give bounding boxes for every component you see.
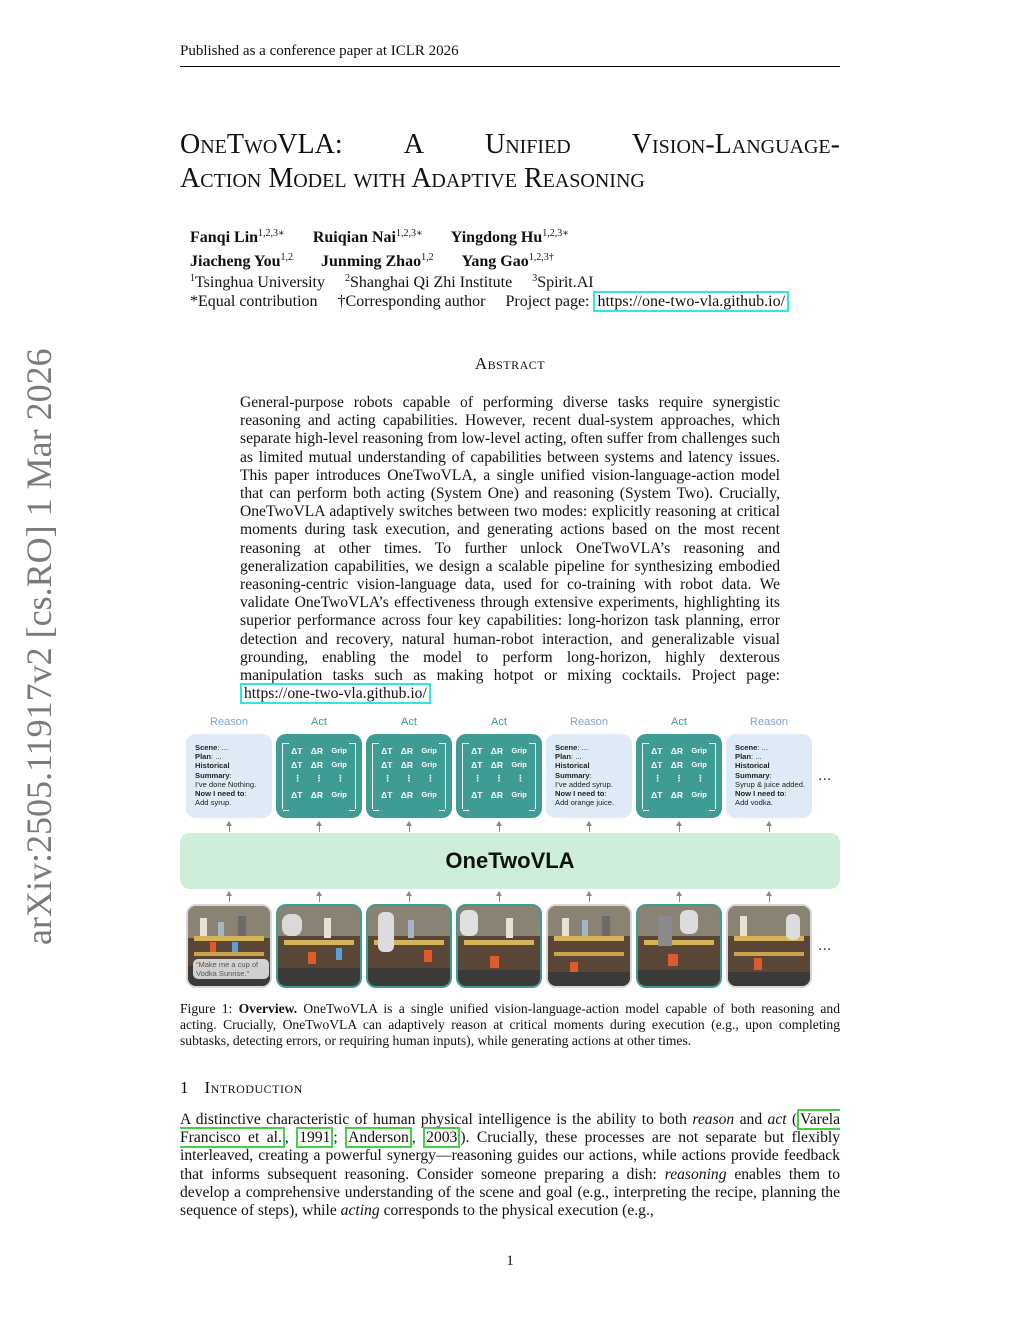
author-name: Yingdong Hu	[450, 229, 543, 246]
action-matrix	[372, 743, 446, 809]
history-key: Historical Summary	[555, 761, 590, 780]
up-arrow	[319, 822, 320, 832]
plan-key: Plan	[735, 752, 752, 762]
arxiv-stamp	[18, 348, 59, 950]
observation-image	[456, 904, 542, 988]
caption-text: OneTwoVLA is a single unified vision-language-action model capable of both reasoning and acting. Crucially, OneTwoVLA can adaptively reason at critical moments during execution (e.g., upon completing subtasks, detecting errors, or requiring human inputs), while generating actions at other times.	[180, 1001, 840, 1049]
plan-key: Plan	[555, 752, 572, 762]
section-title: Introduction	[204, 1078, 303, 1097]
paper-title	[180, 128, 840, 196]
scene-key: Scene	[555, 743, 578, 752]
delta-r: ΔR	[670, 746, 684, 756]
delta-t: ΔT	[381, 746, 393, 756]
up-arrow	[229, 822, 230, 832]
reason-card: Scene: ... Plan: ... Historical Summary: I’ve added syrup. Now I need to: Add orange juice.	[546, 734, 632, 818]
up-arrow	[499, 892, 500, 902]
aff-sup: 3	[532, 273, 538, 284]
citation-link[interactable]: 1991	[296, 1127, 333, 1148]
delta-t: ΔT	[651, 760, 663, 770]
grip: Grip	[691, 790, 707, 799]
vdots: ⋮	[653, 773, 662, 783]
history-key: Historical Summary	[195, 761, 230, 780]
author-sup: 1,2,3∗	[258, 228, 285, 239]
label-act: Act	[491, 716, 507, 728]
vdots: ⋮	[473, 773, 482, 783]
next-step-key: Now I need to	[195, 789, 245, 799]
section-heading	[180, 1078, 303, 1098]
intro-text: . Crucially, these processes are not separate but flexibly interleaved, creating a powerful synergy—reasoning guides our actions, while actions provide feedback that informs subsequent reasoning. Consider someone preparing a dish:	[180, 1129, 841, 1183]
title-word-2: A	[403, 129, 424, 160]
history-value: I’ve added syrup.	[555, 779, 613, 789]
grip: Grip	[421, 790, 437, 799]
affiliations	[190, 269, 789, 311]
label-act: Act	[311, 716, 327, 728]
vdots: ⋮	[426, 773, 435, 783]
author-name: Jiacheng You	[190, 253, 281, 270]
label-reason: Reason	[210, 716, 248, 728]
label-act: Act	[671, 716, 687, 728]
vdots: ⋮	[674, 773, 684, 783]
affiliation: Tsinghua University	[195, 274, 325, 291]
affiliation: Shanghai Qi Zhi Institute	[349, 274, 513, 291]
act-card	[276, 734, 362, 818]
intro-paragraph: A distinctive characteristic of human physical intelligence is the ability to both reason and act ( Varela Francisco et al. , 1991 ; Anderson , 2003 ). Crucially, these processes are not separate but flexibly interleaved, creating a powerful synergy—reasoning guides our actions, while actions provide feedback that informs subsequent reasoning. Consider someone preparing a dish: reasoning enables them to develop a comprehensive understanding of the scene and goal (e.g., interpreting the recipe, planning the sequence of steps), while acting corresponds to the physical execution (e.g.,	[180, 1111, 841, 1220]
plan-value: : ...	[211, 752, 222, 762]
grip: Grip	[691, 746, 707, 755]
act-card	[456, 734, 542, 818]
up-arrow	[589, 822, 590, 832]
delta-t: ΔT	[651, 746, 663, 756]
delta-r: ΔR	[670, 790, 684, 800]
delta-r: ΔR	[310, 760, 324, 770]
aff-sup: 2	[344, 273, 350, 284]
plan-value: : ...	[571, 752, 582, 762]
vdots: ⋮	[696, 773, 705, 783]
delta-t: ΔT	[291, 790, 303, 800]
scene-value: : ...	[577, 743, 588, 752]
abstract-body	[240, 394, 780, 703]
page-number: 1	[506, 1253, 514, 1269]
history-value: I’ve done Nothing.	[195, 779, 257, 789]
vdots: ⋮	[336, 773, 345, 783]
figure-1-overview	[180, 712, 840, 997]
delta-r: ΔR	[490, 760, 504, 770]
next-step-value: Add orange juice.	[555, 798, 615, 808]
title-line-2: Action Model with Adaptive Reasoning	[180, 163, 645, 194]
delta-t: ΔT	[471, 746, 483, 756]
label-reason: Reason	[750, 716, 788, 728]
header-rule	[180, 66, 840, 67]
intro-emph: act	[767, 1111, 787, 1128]
caption-bold: Overview.	[238, 1001, 298, 1016]
observation-image	[726, 904, 812, 988]
delta-r: ΔR	[670, 760, 684, 770]
up-arrow	[679, 892, 680, 902]
model-name: OneTwoVLA	[445, 848, 575, 873]
label-reason: Reason	[570, 716, 608, 728]
grip: Grip	[511, 790, 527, 799]
delta-r: ΔR	[400, 790, 414, 800]
citation-link[interactable]: Anderson	[345, 1127, 412, 1148]
scene-key: Scene	[195, 743, 218, 752]
equal-contribution-note: *Equal contribution	[190, 293, 318, 310]
reason-card: Scene: ... Plan: ... Historical Summary: I’ve done Nothing. Now I need to: Add syrup.	[186, 734, 272, 818]
history-value: Syrup & juice added.	[735, 779, 806, 789]
intro-text: enables them to develop a comprehensive understanding of the scene and goal (e.g., interpreting the recipe, planning the sequence of steps), while	[180, 1165, 840, 1220]
intro-text: A distinctive characteristic of human physical intelligence is the ability to both	[180, 1111, 687, 1128]
figure-caption	[180, 1001, 840, 1050]
up-arrow	[319, 892, 320, 902]
vdots: ⋮	[314, 773, 324, 783]
delta-t: ΔT	[471, 760, 483, 770]
delta-t: ΔT	[471, 790, 483, 800]
title-word-3: Unified	[484, 129, 571, 160]
delta-r: ΔR	[490, 746, 504, 756]
next-step-key: Now I need to	[555, 789, 605, 799]
arxiv-id: arXiv:2505.11917v2 [cs.RO] 1 Mar 2026	[19, 348, 59, 945]
intro-emph: acting	[340, 1202, 380, 1220]
scene-value: : ...	[757, 743, 768, 752]
observation-image	[186, 904, 272, 988]
grip: Grip	[511, 760, 527, 769]
up-arrow	[769, 892, 770, 902]
title-line-1	[180, 128, 840, 162]
corresponding-note: †Corresponding author	[337, 293, 486, 310]
author-sup: 1,2,3∗	[395, 228, 423, 239]
action-matrix	[642, 743, 716, 809]
running-header: Published as a conference paper at ICLR 2026	[180, 43, 459, 59]
observation-image	[636, 904, 722, 988]
model-block	[180, 833, 840, 889]
grip: Grip	[421, 760, 437, 769]
grip: Grip	[331, 746, 347, 755]
author-name: Ruiqian Nai	[312, 229, 396, 246]
vdots: ⋮	[494, 773, 504, 783]
up-arrow	[679, 822, 680, 832]
next-step-key: Now I need to	[735, 789, 785, 799]
next-step-value: Add syrup.	[195, 798, 232, 808]
delta-r: ΔR	[490, 790, 504, 800]
section-number: 1	[180, 1078, 189, 1097]
author-list	[190, 224, 569, 272]
citation-link[interactable]: 2003	[423, 1127, 460, 1148]
grip: Grip	[511, 746, 527, 755]
instruction-bubble: “Make me a cup of Vodka Sunrise.”	[193, 959, 269, 979]
delta-r: ΔR	[310, 746, 324, 756]
up-arrow	[229, 892, 230, 902]
vdots: ⋮	[404, 773, 414, 783]
ellipsis-top: ...	[818, 767, 832, 784]
plan-value: : ...	[751, 752, 762, 762]
author-name: Yang Gao	[461, 253, 529, 270]
abstract-project-link[interactable]: https://one-two-vla.github.io/	[240, 683, 431, 704]
delta-r: ΔR	[400, 760, 414, 770]
grip: Grip	[331, 790, 347, 799]
action-matrix	[462, 743, 536, 809]
aff-sup: 1	[190, 273, 195, 284]
author-name: Fanqi Lin	[190, 229, 259, 246]
history-key: Historical Summary	[735, 761, 770, 780]
delta-r: ΔR	[310, 790, 324, 800]
abstract-heading: Abstract	[474, 354, 546, 373]
up-arrow	[589, 892, 590, 902]
intro-emph: reason	[692, 1111, 735, 1128]
ellipsis-bottom: ...	[818, 937, 832, 954]
delta-t: ΔT	[381, 760, 393, 770]
up-arrow	[769, 822, 770, 832]
plan-key: Plan	[195, 752, 212, 762]
affiliation: Spirit.AI	[537, 274, 594, 291]
vdots: ⋮	[516, 773, 525, 783]
delta-t: ΔT	[651, 790, 663, 800]
title-word-4: Vision-Language-	[631, 129, 840, 160]
project-page-link[interactable]: https://one-two-vla.github.io/	[593, 291, 789, 312]
delta-t: ΔT	[291, 760, 303, 770]
reason-card: Scene: ... Plan: ... Historical Summary: Syrup & juice added. Now I need to: Add vodka.	[726, 734, 812, 818]
act-card	[636, 734, 722, 818]
author-name: Junming Zhao	[321, 253, 422, 270]
vdots: ⋮	[383, 773, 392, 783]
caption-label: Figure 1:	[180, 1001, 233, 1016]
abstract-text: General-purpose robots capable of performing diverse tasks require synergistic reasoning and acting capabilities. However, recent dual-system approaches, which separate high-level reasoning from low-level acting, often suffer from challenges such as limited mutual understanding of capabilities between systems and latency issues. This paper introduces OneTwoVLA, a single unified vision-language-action model that can perform both acting (System One) and reasoning (System Two). Crucially, OneTwoVLA adaptively switches between two modes: explicitly reasoning at critical moments during task execution, and generating actions based on the most recent reasoning at other times. To further unlock OneTwoVLA’s reasoning and generalization capabilities, we design a scalable pipeline for synthesizing embodied reasoning-centric vision-language data, used for co-training with robot data. We validate OneTwoVLA’s effectiveness through extensive experiments, highlighting its superior performance across four key capabilities: long-horizon task planning, error detection and recovery, natural human-robot interaction, and generalizable visual grounding, enabling the model to perform long-horizon, highly dexterous manipulation tasks such as making hotpot or mixing cocktails. Project page:	[240, 394, 780, 685]
grip: Grip	[331, 760, 347, 769]
observation-image	[276, 904, 362, 988]
title-word-1: OneTwoVLA:	[180, 129, 343, 160]
citation-link[interactable]: Varela Francisco et al.	[180, 1111, 840, 1147]
delta-t: ΔT	[291, 746, 303, 756]
grip: Grip	[421, 746, 437, 755]
scene-key: Scene	[735, 743, 758, 752]
scene-value: : ...	[217, 743, 228, 752]
up-arrow	[409, 892, 410, 902]
act-card	[366, 734, 452, 818]
action-matrix	[282, 743, 356, 809]
project-page-label: Project page:	[505, 293, 590, 310]
author-sup: 1,2,3†	[528, 252, 554, 263]
intro-text: corresponds to the physical execution (e.g.,	[383, 1202, 654, 1220]
up-arrow	[409, 822, 410, 832]
intro-emph: reasoning	[664, 1165, 727, 1183]
author-sup: 1,2	[280, 252, 294, 263]
next-step-value: Add vodka.	[735, 798, 773, 808]
up-arrow	[499, 822, 500, 832]
author-sup: 1,2	[421, 252, 434, 263]
label-act: Act	[401, 716, 417, 728]
observation-image	[546, 904, 632, 988]
author-sup: 1,2,3∗	[542, 228, 570, 239]
delta-r: ΔR	[400, 746, 414, 756]
observation-image	[366, 904, 452, 988]
vdots: ⋮	[293, 773, 302, 783]
grip: Grip	[691, 760, 707, 769]
intro-text: and	[739, 1111, 763, 1128]
delta-t: ΔT	[381, 790, 393, 800]
